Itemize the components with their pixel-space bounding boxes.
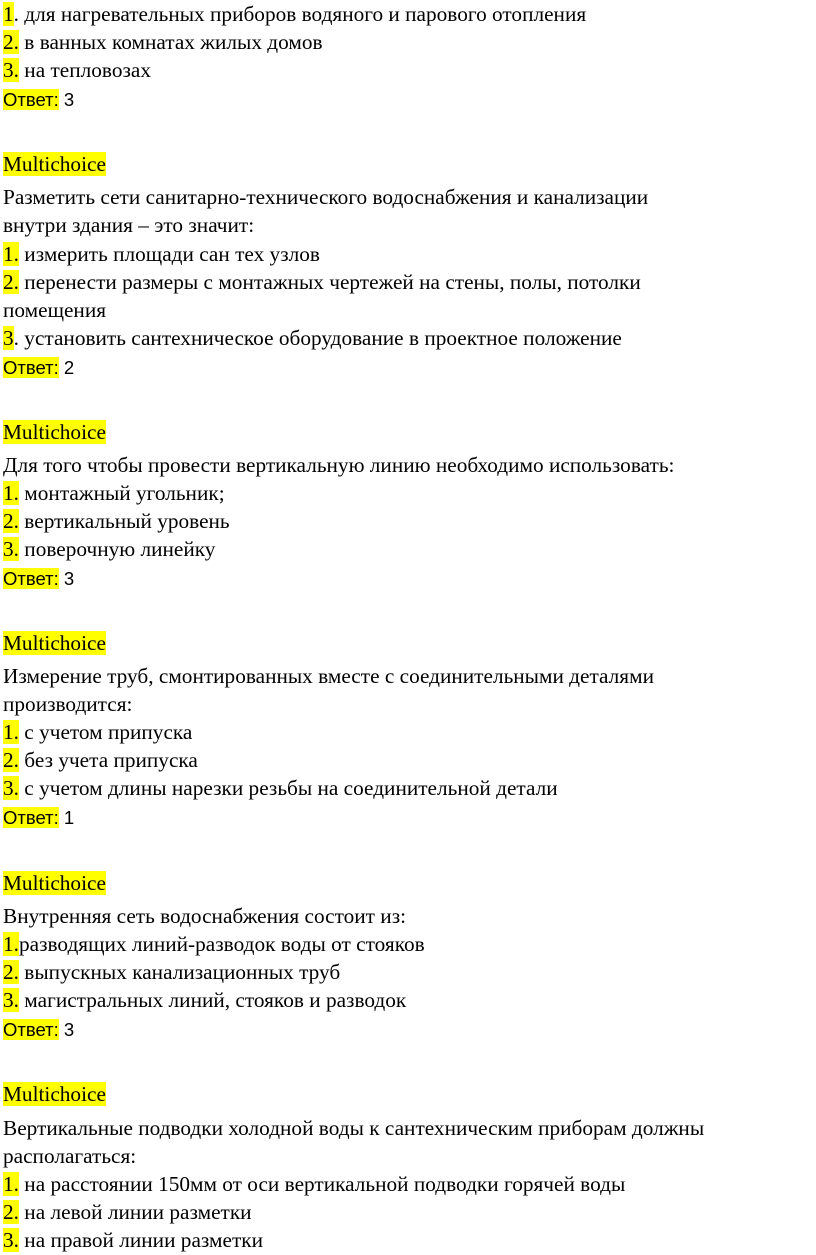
option-text: измерить площади сан тех узлов — [18, 242, 320, 266]
option-line — [3, 746, 813, 774]
option-separator: . — [13, 2, 19, 26]
option-line — [3, 240, 813, 268]
option-text: магистральных линий, стояков и разводок — [18, 988, 407, 1012]
answer-value: 2 — [58, 357, 75, 378]
answer-label: Ответ: — [3, 357, 59, 378]
option-line — [3, 268, 813, 296]
question-type-label: Multichoice — [3, 631, 106, 655]
option-number: 3. — [3, 537, 19, 561]
option-line — [3, 324, 813, 352]
option-text: в ванных комнатах жилых домов — [18, 30, 323, 54]
option-text: разводящих линий-разводок воды от стояков — [18, 932, 425, 956]
question-text: Измерение труб, смонтированных вместе с соединительными деталями — [3, 664, 654, 688]
option-line — [3, 28, 813, 56]
question-type — [3, 1080, 813, 1108]
option-line — [3, 296, 813, 324]
option-number: 3. — [3, 988, 19, 1012]
option-number: 1. — [3, 932, 19, 956]
question-text: Для того чтобы провести вертикальную линию необходимо использовать: — [3, 453, 675, 477]
option-number: 3. — [3, 776, 19, 800]
option-line — [3, 958, 813, 986]
question-text: внутри здания – это значит: — [3, 213, 255, 237]
option-line — [3, 1198, 813, 1226]
question-type-label: Multichoice — [3, 871, 106, 895]
option-number: 3. — [3, 58, 19, 82]
answer-label: Ответ: — [3, 1019, 59, 1040]
option-line — [3, 986, 813, 1014]
option-text: перенести размеры с монтажных чертежей на стены, полы, потолки — [18, 270, 641, 294]
option-line — [3, 0, 813, 28]
option-line — [3, 1170, 813, 1198]
option-text: без учета припуска — [18, 748, 198, 772]
option-number: 2. — [3, 748, 19, 772]
option-number: 1. — [3, 1172, 19, 1196]
option-number: 2. — [3, 960, 19, 984]
question-text: Вертикальные подводки холодной воды к сантехническим приборам должны — [3, 1116, 705, 1140]
answer-line — [3, 1016, 813, 1044]
question-type — [3, 629, 813, 657]
answer-value: 3 — [58, 568, 75, 589]
option-number: 1. — [3, 720, 19, 744]
answer-value: 1 — [58, 807, 75, 828]
answer-line — [3, 804, 813, 832]
answer-line — [3, 354, 813, 382]
question-type-label: Multichoice — [3, 152, 106, 176]
option-line — [3, 1226, 813, 1254]
option-number: 3. — [3, 1228, 19, 1252]
question-type-label: Multichoice — [3, 1082, 106, 1106]
option-text: для нагревательных приборов водяного и парового отопления — [18, 2, 587, 26]
question-text: располагаться: — [3, 1144, 137, 1168]
option-line — [3, 507, 813, 535]
option-separator: . — [13, 326, 19, 350]
question-text: Внутренняя сеть водоснабжения состоит из: — [3, 904, 407, 928]
question-type-label: Multichoice — [3, 420, 106, 444]
option-text: на расстоянии 150мм от оси вертикальной подводки горячей воды — [18, 1172, 626, 1196]
answer-value: 3 — [58, 89, 75, 110]
option-number: 1 — [3, 2, 14, 26]
option-number: 1. — [3, 481, 19, 505]
question-type — [3, 869, 813, 897]
option-number: 2. — [3, 270, 19, 294]
option-text: монтажный угольник; — [18, 481, 225, 505]
option-text: поверочную линейку — [18, 537, 216, 561]
option-text: установить сантехническое оборудование в проектное положение — [18, 326, 622, 350]
option-line — [3, 56, 813, 84]
option-number: 2. — [3, 1200, 19, 1224]
option-line — [3, 479, 813, 507]
option-line — [3, 930, 813, 958]
question-text: производится: — [3, 692, 133, 716]
option-line — [3, 718, 813, 746]
option-text: на тепловозах — [18, 58, 151, 82]
option-line — [3, 774, 813, 802]
answer-label: Ответ: — [3, 807, 59, 828]
question-text: Разметить сети санитарно-технического водоснабжения и канализации — [3, 185, 649, 209]
option-text: помещения — [3, 298, 107, 322]
option-number: 2. — [3, 509, 19, 533]
option-number: 3 — [3, 326, 14, 350]
answer-label: Ответ: — [3, 89, 59, 110]
answer-line — [3, 565, 813, 593]
option-text: вертикальный уровень — [18, 509, 230, 533]
answer-value: 3 — [58, 1019, 75, 1040]
answer-label: Ответ: — [3, 568, 59, 589]
option-number: 2. — [3, 30, 19, 54]
answer-line — [3, 86, 813, 114]
question-type — [3, 418, 813, 446]
option-number: 1. — [3, 242, 19, 266]
option-text: выпускных канализационных труб — [18, 960, 341, 984]
option-text: на левой линии разметки — [18, 1200, 252, 1224]
question-type — [3, 150, 813, 178]
option-text: с учетом длины нарезки резьбы на соединительной детали — [18, 776, 558, 800]
option-line — [3, 535, 813, 563]
option-text: на правой линии разметки — [18, 1228, 263, 1252]
option-text: с учетом припуска — [18, 720, 193, 744]
